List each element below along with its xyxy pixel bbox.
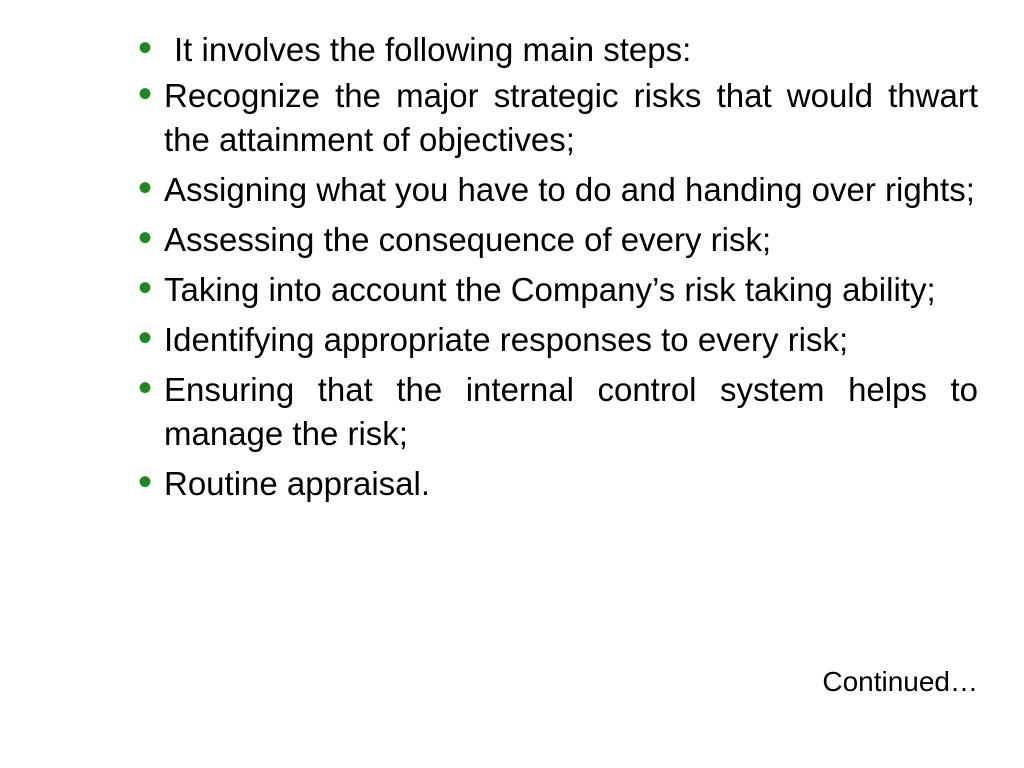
bullet-icon: • xyxy=(138,316,153,360)
bullet-text: Recognize the major strategic risks that would thwart the attainment of objectives; xyxy=(164,77,978,158)
bullet-item xyxy=(138,368,978,456)
bullet-icon: • xyxy=(138,266,153,310)
bullet-item xyxy=(138,168,978,212)
bullet-item xyxy=(138,218,978,262)
bullet-text: Routine appraisal. xyxy=(164,465,430,502)
bullet-text: Ensuring that the internal control system helps to manage the risk; xyxy=(164,371,978,452)
bullet-icon: • xyxy=(138,26,153,70)
bullet-item xyxy=(138,74,978,162)
bullet-item xyxy=(138,28,978,72)
bullet-icon: • xyxy=(138,72,153,116)
bullet-text: Identifying appropriate responses to every risk; xyxy=(164,321,849,358)
bullet-item xyxy=(138,462,978,506)
bullet-icon: • xyxy=(138,166,153,210)
bullet-list xyxy=(138,28,978,512)
bullet-item xyxy=(138,318,978,362)
bullet-text: Assigning what you have to do and handing over rights; xyxy=(164,171,975,208)
bullet-text: Assessing the consequence of every risk; xyxy=(164,221,772,258)
bullet-item xyxy=(138,268,978,312)
bullet-icon: • xyxy=(138,460,153,504)
bullet-text: Taking into account the Company’s risk taking ability; xyxy=(164,271,936,308)
bullet-icon: • xyxy=(138,216,153,260)
continued-label: Continued… xyxy=(822,666,978,697)
bullet-text: It involves the following main steps: xyxy=(174,31,692,68)
bullet-icon: • xyxy=(138,366,153,410)
